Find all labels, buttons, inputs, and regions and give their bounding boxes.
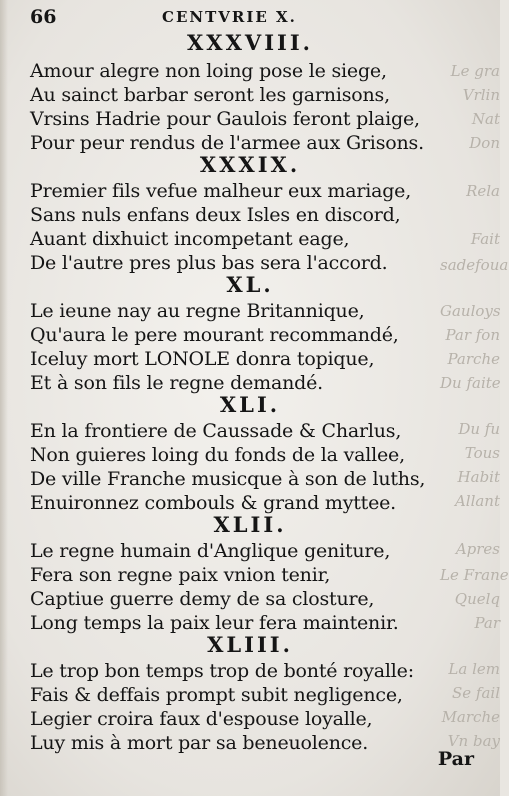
bleed-through-text: sadefoua	[440, 256, 509, 274]
quatrain-numeral: XL.	[226, 272, 274, 297]
page-number: 66	[30, 6, 57, 28]
verse-line: Legier croira faux d'espouse loyalle,	[30, 708, 373, 730]
bleed-through-text: Fait	[470, 230, 500, 248]
verse-line: Fera son regne paix vnion tenir,	[30, 564, 331, 586]
bleed-through-text: Le Frane	[440, 566, 509, 584]
bleed-through-text: Se fail	[451, 684, 500, 702]
verse-line: De l'autre pres plus bas sera l'accord.	[30, 252, 388, 274]
bleed-through-text: Le gra	[450, 62, 500, 80]
verse-line: Qu'aura le pere mourant recommandé,	[30, 324, 399, 346]
bleed-through-text: Gauloys	[440, 302, 501, 320]
bleed-through-text: Vn bay	[447, 732, 500, 750]
bleed-through-text: Don	[469, 134, 500, 152]
page-header	[0, 6, 500, 28]
quatrain-numeral: XLII.	[213, 512, 287, 537]
verse-line: Vrsins Hadrie pour Gaulois feront plaige,	[30, 108, 420, 130]
verse-line: Le ieune nay au regne Britannique,	[30, 300, 365, 322]
verse-line: Fais & deffais prompt subit negligence,	[30, 684, 403, 706]
verse-line: Enuironnez combouls & grand myttee.	[30, 492, 397, 514]
verse-line: Captiue guerre demy de sa closture,	[30, 588, 375, 610]
bleed-through-text: Rela	[466, 182, 500, 200]
bleed-through-text: Par fon	[445, 326, 500, 344]
verse-line: Amour alegre non loing pose le siege,	[30, 60, 387, 82]
quatrain-numeral: XXXVIII.	[187, 30, 313, 55]
bleed-through-text: Nat	[471, 110, 500, 128]
verse-line: Luy mis à mort par sa beneuolence.	[30, 732, 369, 754]
quatrain-numeral: XLI.	[219, 392, 281, 417]
verse-line: Iceluy mort LONOLE donra topique,	[30, 348, 375, 370]
verse-line: De ville Franche musicque à son de luths,	[30, 468, 426, 490]
bleed-through-text: La lem	[448, 660, 500, 678]
bleed-through-text: Tous	[464, 444, 500, 462]
bleed-through-text: Par	[474, 614, 500, 632]
bleed-through-text: Vrlin	[462, 86, 500, 104]
verse-line: Premier fils vefue malheur eux mariage,	[30, 180, 412, 202]
quatrain-numeral: XXXIX.	[199, 152, 301, 177]
bleed-through-text: Habit	[457, 468, 500, 486]
bleed-through-text: Du fu	[458, 420, 500, 438]
verse-line: En la frontiere de Caussade & Charlus,	[30, 420, 402, 442]
bleed-through-text: Quelq	[454, 590, 500, 608]
verse-line: Long temps la paix leur fera maintenir.	[30, 612, 399, 634]
bleed-through-text: Marche	[441, 708, 500, 726]
verse-line: Au sainct barbar seront les garnisons,	[30, 84, 390, 106]
running-head: CENTVRIE X.	[162, 8, 297, 26]
verse-line: Et à son fils le regne demandé.	[30, 372, 323, 394]
verse-line: Auant dixhuict incompetant eage,	[30, 228, 350, 250]
bleed-through-text: Apres	[455, 540, 500, 558]
catchword: Par	[437, 748, 474, 770]
verse-line: Le trop bon temps trop de bonté royalle:	[30, 660, 414, 682]
verse-line: Le regne humain d'Anglique geniture,	[30, 540, 391, 562]
quatrain-numeral: XLIII.	[207, 632, 293, 657]
bleed-through-text: Allant	[454, 492, 500, 510]
bleed-through-text: Du faite	[440, 374, 501, 392]
verse-line: Non guieres loing du fonds de la vallee,	[30, 444, 405, 466]
verse-line: Sans nuls enfans deux Isles en discord,	[30, 204, 401, 226]
bleed-through-text: Parche	[447, 350, 500, 368]
verse-line: Pour peur rendus de l'armee aux Grisons.	[30, 132, 424, 154]
